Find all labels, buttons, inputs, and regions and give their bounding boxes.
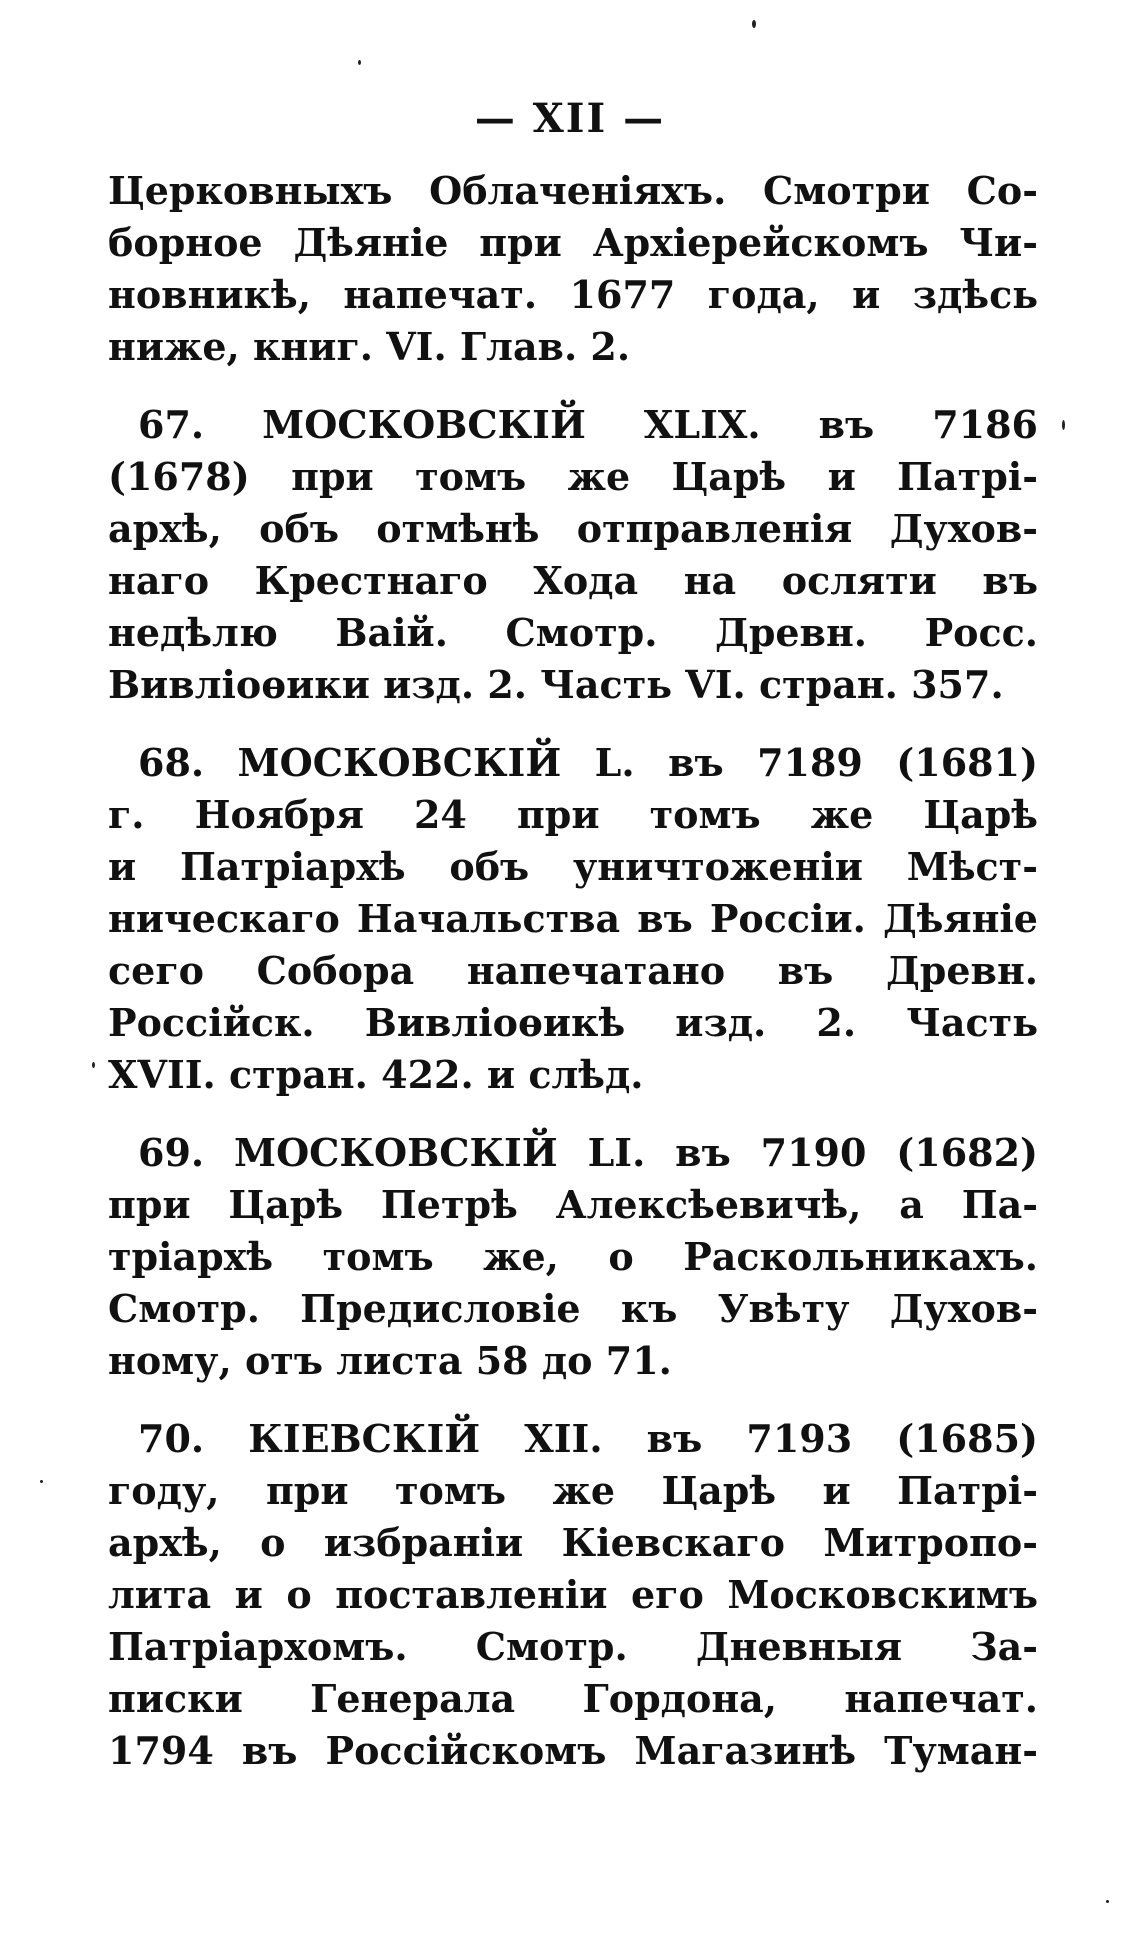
text-line: 68. МОСКОВСКІЙ L. въ 7189 (1681) xyxy=(138,740,1038,785)
text-line: Церковныхъ Облаченіяхъ. Смотри Со- xyxy=(108,168,1038,213)
text-line: ному, отъ листа 58 до 71. xyxy=(108,1338,672,1383)
scan-speck xyxy=(92,1062,95,1068)
text-line: архѣ, объ отмѣнѣ отправленія Духов- xyxy=(108,506,1038,551)
page-number-header: — XII — xyxy=(474,95,666,142)
scan-speck xyxy=(1106,1900,1109,1903)
text-line: недѣлю Ваій. Смотр. Древн. Росс. xyxy=(108,610,1038,655)
scan-speck xyxy=(1062,420,1065,430)
text-block xyxy=(108,165,1038,1777)
text-line: Смотр. Предисловіе къ Увѣту Духов- xyxy=(108,1286,1038,1331)
text-line: 67. МОСКОВСКІЙ XLIX. въ 7186 xyxy=(138,402,1038,447)
text-line: при Царѣ Петрѣ Алексѣевичѣ, а Па- xyxy=(108,1182,1038,1227)
text-line: ническаго Начальства въ Россіи. Дѣяніе xyxy=(108,896,1038,941)
text-line: XVII. стран. 422. и слѣд. xyxy=(108,1052,644,1097)
text-line: сего Собора напечатано въ Древн. xyxy=(108,948,1038,993)
text-line: (1678) при томъ же Царѣ и Патрі- xyxy=(108,454,1038,499)
text-line: лита и о поставленіи его Московскимъ xyxy=(108,1572,1038,1617)
text-line: г. Ноября 24 при томъ же Царѣ xyxy=(108,792,1038,837)
text-line: Россійск. Вивліоѳикѣ изд. 2. Часть xyxy=(108,1000,1038,1045)
text-line: 1794 въ Россійскомъ Магазинѣ Туман- xyxy=(108,1728,1038,1773)
text-line: Патріархомъ. Смотр. Дневныя За- xyxy=(108,1624,1038,1669)
text-line: новникѣ, напечат. 1677 года, и здѣсь xyxy=(108,272,1038,317)
text-line: тріархѣ томъ же, о Раскольникахъ. xyxy=(108,1234,1038,1279)
scan-speck xyxy=(40,1480,43,1483)
text-line: Вивліоѳики изд. 2. Часть VI. стран. 357. xyxy=(108,662,1004,707)
text-line: архѣ, о избраніи Кіевскаго Митропо- xyxy=(108,1520,1038,1565)
scan-speck xyxy=(752,20,756,28)
text-line: 70. КІЕВСКІЙ XII. въ 7193 (1685) xyxy=(138,1416,1038,1461)
text-line: 69. МОСКОВСКІЙ LI. въ 7190 (1682) xyxy=(138,1130,1038,1175)
text-line: ниже, книг. VI. Глав. 2. xyxy=(108,324,631,369)
text-line: и Патріархѣ объ уничтоженіи Мѣст- xyxy=(108,844,1038,889)
text-line: борное Дѣяніе при Архіерейскомъ Чи- xyxy=(108,220,1038,265)
text-line: году, при томъ же Царѣ и Патрі- xyxy=(108,1468,1038,1513)
text-line: наго Крестнаго Хода на осляти въ xyxy=(108,558,1038,603)
scan-speck xyxy=(358,60,361,65)
text-line: писки Генерала Гордона, напечат. xyxy=(108,1676,1038,1721)
